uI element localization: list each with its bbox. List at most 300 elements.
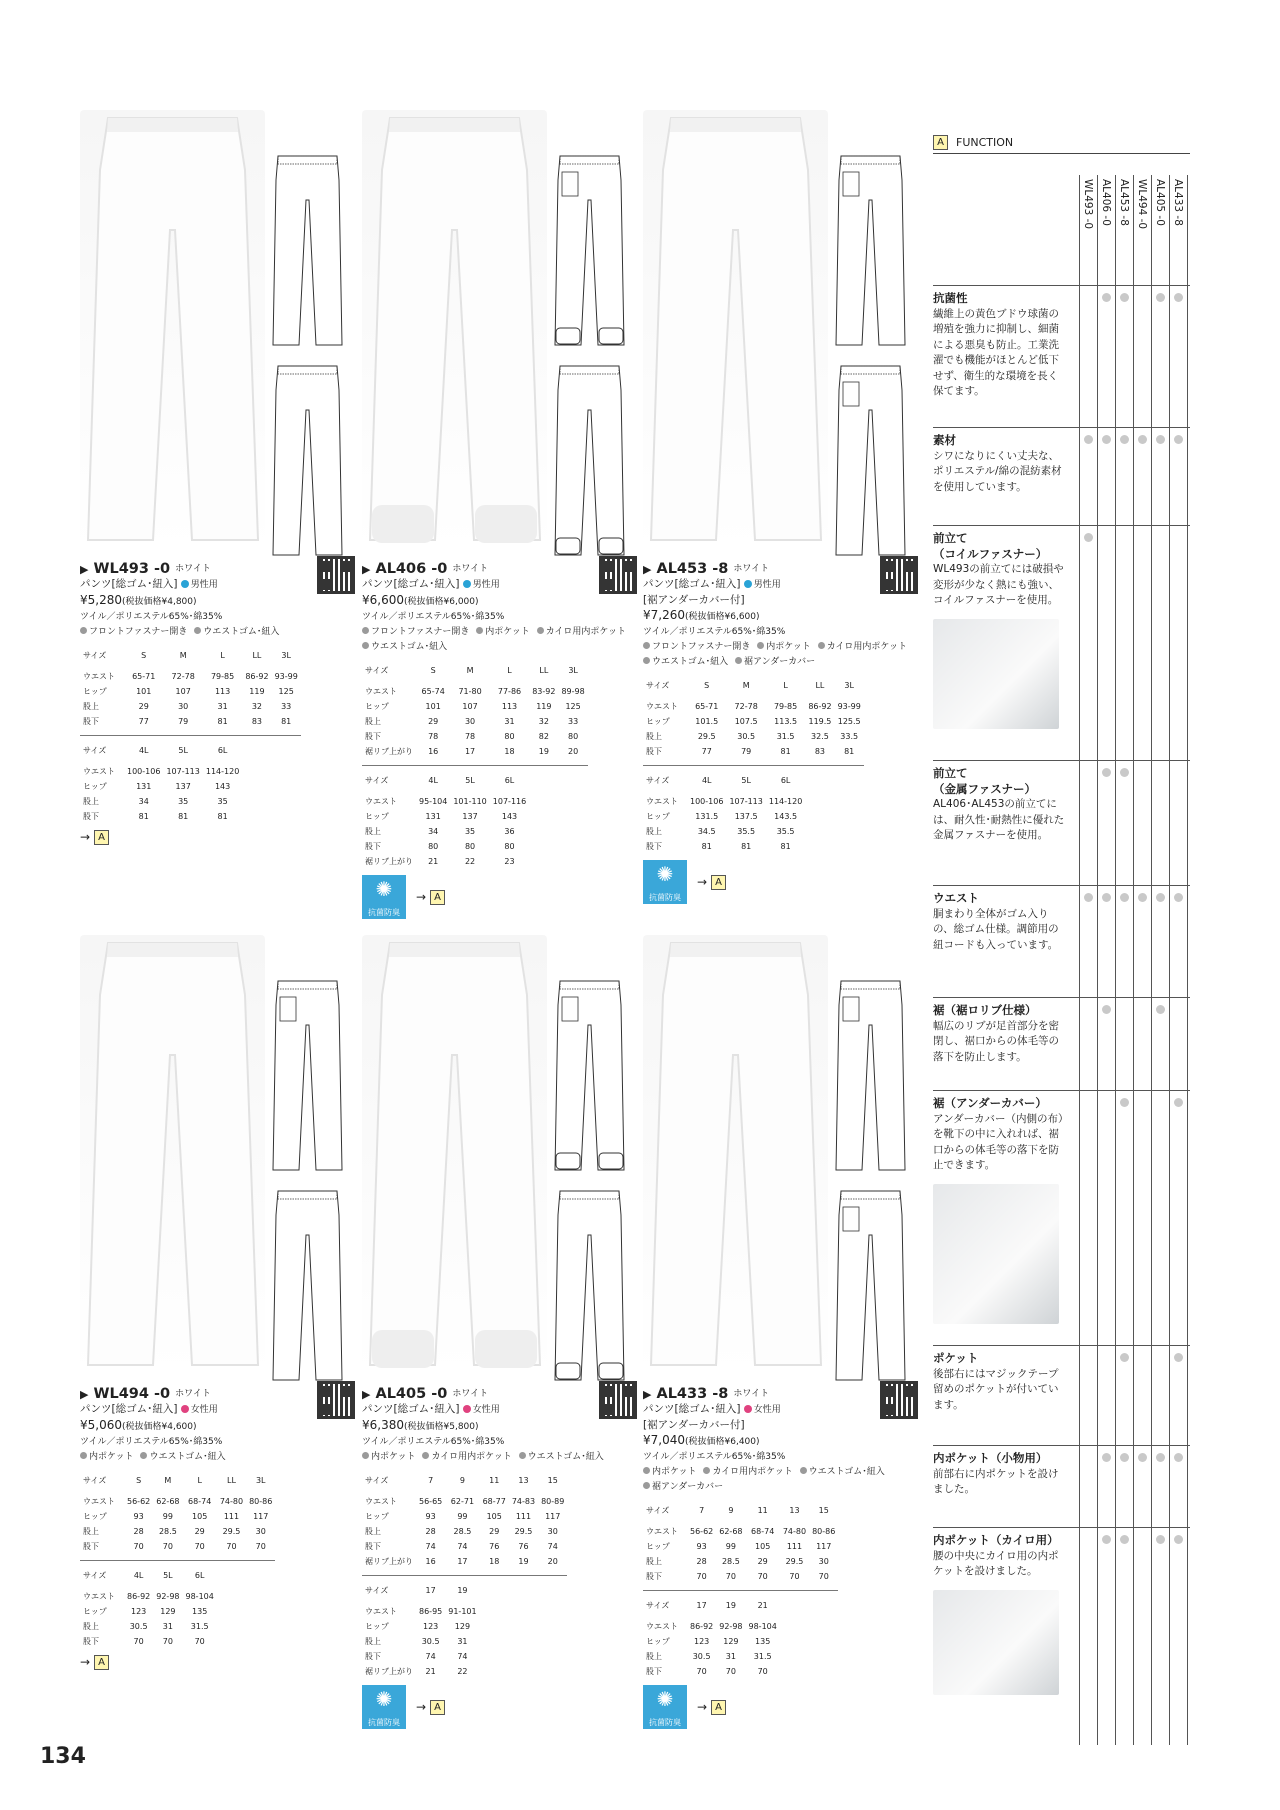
product-info	[643, 1387, 918, 1729]
applies-dot-icon	[1138, 1453, 1147, 1462]
feature-item: フロントファスナー開き	[371, 627, 470, 637]
size-header: S	[141, 651, 147, 660]
size-cell: 81	[741, 842, 752, 851]
product-3	[80, 935, 355, 1745]
size-cell: 31	[162, 1622, 173, 1631]
feature-dot-icon	[362, 1452, 369, 1459]
table-row	[80, 1494, 275, 1509]
product-photo	[362, 110, 547, 550]
size-cell: 28.5	[453, 1527, 472, 1536]
size-table	[643, 678, 864, 854]
size-cell: 股上	[365, 1637, 381, 1646]
size-cell: 101.5	[695, 717, 719, 726]
size-cell: 28.5	[721, 1557, 740, 1566]
size-cell: 93	[133, 1512, 144, 1521]
table-row	[362, 684, 588, 699]
pants-photo-svg	[362, 935, 547, 1375]
size-cell: 62-68	[156, 1497, 180, 1506]
page-number: 134	[40, 1744, 86, 1769]
size-cell: ウエスト	[365, 797, 397, 806]
size-header: 3L	[568, 666, 578, 675]
qr-code[interactable]	[317, 556, 355, 594]
size-cell: 35	[178, 797, 189, 806]
size-cell: 股上	[646, 1652, 662, 1661]
table-row	[362, 744, 588, 759]
function-code: WL494 -0	[1136, 179, 1148, 230]
grid-line	[1187, 175, 1188, 1745]
product-type: パンツ[総ゴム･紐入]	[80, 1403, 178, 1415]
size-cell: 29	[138, 702, 149, 711]
size-cell: 81	[138, 812, 149, 821]
applies-dot-icon	[1174, 1453, 1183, 1462]
table-row	[643, 1539, 838, 1554]
grid-line	[1151, 175, 1152, 1745]
table-row	[80, 714, 301, 729]
product-gender: 男性用	[753, 580, 781, 590]
size-cell: ウエスト	[365, 687, 397, 696]
feature-list	[362, 1450, 637, 1465]
size-header: 5L	[741, 776, 751, 785]
pants-photo-svg	[362, 110, 547, 550]
size-cell: 143	[214, 782, 231, 791]
gender-dot-icon	[463, 1405, 471, 1413]
function-label-box: A	[933, 135, 948, 150]
feature-item: ウエストゴム･紐入	[371, 642, 448, 652]
size-cell: 107	[175, 687, 191, 696]
table-row	[362, 824, 588, 839]
size-cell: 101-110	[453, 797, 487, 806]
size-cell: 70	[696, 1667, 707, 1676]
size-cell: 101	[425, 702, 441, 711]
size-cell: 78	[428, 732, 439, 741]
function-link-box[interactable]: A	[711, 1700, 726, 1715]
size-cell: 29	[757, 1557, 768, 1566]
applies-dot-icon	[1156, 435, 1165, 444]
antibacterial-badge-icon: ✺ 抗菌防臭	[362, 1685, 406, 1729]
size-cell: 70	[725, 1572, 736, 1581]
front-drawing	[552, 975, 627, 1175]
product-price: ¥5,280	[80, 593, 122, 607]
product-code: WL494 -0	[93, 1386, 171, 1402]
product-color: ホワイト	[452, 564, 489, 574]
size-header: 5L	[178, 746, 188, 755]
product-type: パンツ[総ゴム･紐入]	[643, 1403, 741, 1415]
size-cell: 81	[701, 842, 712, 851]
applies-dot-icon	[1084, 435, 1093, 444]
size-cell: 股上	[83, 1622, 99, 1631]
size-cell: ヒップ	[83, 782, 107, 791]
table-row	[643, 839, 864, 854]
size-cell: 74	[425, 1542, 436, 1551]
table-row	[643, 729, 864, 744]
product-gender: 男性用	[472, 580, 500, 590]
size-cell: 107-113	[729, 797, 763, 806]
product-price: ¥6,380	[362, 1418, 404, 1432]
applies-dot-icon	[1120, 893, 1129, 902]
table-row	[362, 1604, 567, 1619]
size-header: 17	[696, 1601, 707, 1610]
function-title: 裾（アンダーカバー）	[933, 1096, 1047, 1110]
size-cell: ウエスト	[83, 767, 115, 776]
size-cell: 30.5	[129, 1622, 148, 1631]
feature-item: カイロ用内ポケット	[431, 1452, 512, 1462]
size-cell: 31	[725, 1652, 736, 1661]
product-4	[362, 935, 637, 1745]
table-row	[362, 1554, 567, 1569]
product-code: AL406 -0	[375, 561, 448, 577]
size-cell: 股上	[365, 827, 381, 836]
size-cell: ヒップ	[365, 1622, 389, 1631]
size-header: 5L	[465, 776, 475, 785]
size-cell: 65-71	[132, 672, 156, 681]
feature-item: ウエストゴム･紐入	[527, 1452, 604, 1462]
size-cell: 30	[464, 717, 476, 726]
product-fabric: ツイル／ポリエステル65%･綿35%	[80, 612, 223, 622]
size-cell: 19	[518, 1557, 529, 1566]
size-cell: 56-62	[690, 1527, 714, 1536]
function-table	[933, 135, 1190, 1577]
size-label: サイズ	[365, 666, 389, 675]
triangle-icon: ▶	[362, 1388, 371, 1401]
size-header: 9	[459, 1476, 465, 1485]
product-price-tax: (税抜価格¥6,400)	[685, 1437, 760, 1447]
function-title: ポケット	[933, 1351, 979, 1365]
product-color: ホワイト	[175, 564, 211, 574]
size-label: サイズ	[365, 776, 389, 785]
feature-item: 裾アンダーカバー	[652, 1482, 724, 1492]
size-cell: ウエスト	[646, 1527, 678, 1536]
size-header: 4L	[133, 1571, 144, 1580]
size-cell: 107-116	[492, 797, 527, 806]
applies-dot-icon	[1102, 435, 1111, 444]
arrow-right-icon: →	[80, 1655, 91, 1669]
size-cell: 83	[251, 717, 263, 726]
feature-item: フロントファスナー開き	[89, 627, 188, 637]
size-cell: ウエスト	[83, 1592, 115, 1601]
table-row	[362, 729, 588, 744]
product-color: ホワイト	[452, 1389, 489, 1399]
table-row	[362, 1509, 567, 1524]
size-header: 17	[425, 1586, 436, 1595]
applies-dot-icon	[1174, 1098, 1183, 1107]
size-cell: 70	[255, 1542, 266, 1551]
size-cell: 股下	[646, 747, 662, 756]
size-cell: 18	[504, 747, 515, 756]
applies-dot-icon	[1174, 1535, 1183, 1544]
applies-dot-icon	[1174, 293, 1183, 302]
applies-dot-icon	[1138, 435, 1147, 444]
size-header: S	[430, 666, 436, 675]
size-cell: ヒップ	[365, 812, 389, 821]
table-row	[362, 1619, 567, 1634]
size-cell: 107.5	[734, 717, 758, 726]
product-code: AL453 -8	[656, 561, 729, 577]
antibacterial-badge-icon: ✺ 抗菌防臭	[362, 875, 406, 919]
size-cell: 76	[489, 1542, 500, 1551]
feature-item: 内ポケット	[652, 1467, 697, 1477]
size-cell: 93-99	[274, 672, 298, 681]
size-cell: 70	[194, 1542, 205, 1551]
function-link-box[interactable]: A	[711, 875, 726, 890]
size-cell: 17	[464, 747, 476, 756]
size-cell: 33	[568, 717, 579, 726]
size-cell: 股下	[646, 1572, 662, 1581]
triangle-icon: ▶	[80, 563, 89, 576]
size-header: 3L	[255, 1476, 266, 1485]
product-0	[80, 110, 355, 920]
product-price: ¥5,060	[80, 1418, 122, 1432]
size-cell: 股上	[646, 1557, 662, 1566]
size-header: M	[742, 681, 750, 690]
size-table	[362, 1473, 567, 1679]
size-cell: 股下	[365, 732, 381, 741]
size-cell: 34.5	[697, 827, 716, 836]
size-cell: 29.5	[697, 732, 716, 741]
size-cell: 107	[462, 702, 478, 711]
size-cell: 35	[217, 797, 228, 806]
size-cell: ヒップ	[646, 812, 670, 821]
size-cell: 105	[192, 1512, 208, 1521]
feature-dot-icon	[422, 1452, 429, 1459]
size-cell: 34	[138, 797, 149, 806]
size-cell: 86-92	[690, 1622, 714, 1631]
size-cell: 31	[504, 717, 515, 726]
size-table	[643, 1503, 838, 1679]
back-drawing	[552, 360, 627, 560]
size-cell: 31	[217, 702, 228, 711]
size-cell: 31.5	[753, 1652, 772, 1661]
product-color: ホワイト	[175, 1389, 211, 1399]
size-cell: 股下	[646, 1667, 662, 1676]
function-title: 裾（裾ロリブ仕様）	[933, 1003, 1037, 1017]
size-cell: 32	[538, 717, 549, 726]
size-label: サイズ	[646, 1506, 670, 1515]
size-cell: 131.5	[695, 812, 719, 821]
table-row	[362, 699, 588, 714]
size-cell: 股下	[365, 842, 381, 851]
feature-dot-icon	[643, 642, 650, 649]
size-cell: ヒップ	[365, 702, 389, 711]
product-price-tax: (税抜価格¥4,600)	[122, 1422, 197, 1432]
pants-photo-svg	[80, 110, 265, 550]
size-cell: 111	[786, 1542, 803, 1551]
function-desc: 胴まわり全体がゴム入りの、総ゴム仕様。調節用の紐コードも入っています。	[933, 907, 1059, 951]
back-drawing	[552, 1185, 627, 1385]
size-cell: 95-104	[419, 797, 448, 806]
size-cell: 35.5	[776, 827, 795, 836]
applies-dot-icon	[1156, 293, 1165, 302]
size-cell: 131	[425, 812, 441, 821]
back-drawing	[833, 1185, 908, 1385]
function-code: AL453 -8	[1118, 179, 1130, 226]
size-cell: 68-77	[482, 1497, 506, 1506]
table-row	[80, 1539, 275, 1554]
size-cell: 股上	[646, 732, 662, 741]
feature-dot-icon	[80, 627, 87, 634]
size-cell: 16	[425, 1557, 436, 1566]
triangle-icon: ▶	[643, 1388, 652, 1401]
feature-dot-icon	[362, 627, 369, 634]
size-cell: 100-106	[690, 797, 724, 806]
size-header: LL	[252, 651, 262, 660]
feature-list	[643, 1465, 918, 1495]
applies-dot-icon	[1084, 533, 1093, 542]
product-5	[643, 935, 918, 1745]
size-cell: 65-74	[421, 687, 445, 696]
qr-code[interactable]	[599, 556, 637, 594]
size-cell: ヒップ	[83, 1607, 107, 1616]
size-cell: 143	[501, 812, 518, 821]
feature-list	[80, 625, 355, 640]
size-cell: 70	[226, 1542, 237, 1551]
size-cell: 77-86	[497, 687, 522, 696]
size-cell: 29	[194, 1527, 205, 1536]
size-cell: 78	[464, 732, 476, 741]
size-cell: 81	[217, 812, 228, 821]
table-row	[80, 1509, 275, 1524]
size-cell: 123	[130, 1607, 147, 1616]
product-type: パンツ[総ゴム･紐入]	[362, 1403, 460, 1415]
size-cell: 29.5	[785, 1557, 804, 1566]
size-cell: 22	[457, 1667, 468, 1676]
arrow-right-icon: →	[416, 1699, 427, 1714]
size-cell: 股下	[83, 1542, 99, 1551]
qr-code[interactable]	[880, 556, 918, 594]
qr-code[interactable]	[317, 1381, 355, 1419]
function-link-box[interactable]: A	[94, 1655, 109, 1670]
size-header: 7	[428, 1476, 434, 1485]
size-cell: 32	[251, 702, 263, 711]
size-header: 9	[728, 1506, 734, 1515]
qr-code[interactable]	[599, 1381, 637, 1419]
size-label: サイズ	[365, 1586, 389, 1595]
function-desc: 後部右にはマジックテープ留めのポケットが付いています。	[933, 1367, 1059, 1411]
size-cell: 股下	[83, 717, 99, 726]
size-cell: ヒップ	[83, 1512, 107, 1521]
table-row	[362, 1634, 567, 1649]
size-cell: 91-101	[448, 1607, 477, 1616]
triangle-icon: ▶	[80, 1388, 89, 1401]
table-row	[362, 794, 588, 809]
grid-line	[1169, 175, 1170, 1745]
size-cell: 79	[178, 717, 189, 726]
grid-line	[1133, 175, 1134, 1745]
size-cell: 119	[249, 687, 265, 696]
size-cell: 62-68	[719, 1527, 743, 1536]
feature-dot-icon	[643, 1467, 650, 1474]
feature-list	[643, 640, 918, 670]
size-cell: 32.5	[811, 732, 829, 741]
back-drawing	[270, 360, 345, 560]
size-header: S	[136, 1476, 142, 1485]
size-cell: 101	[136, 687, 152, 696]
size-header: 13	[789, 1506, 800, 1515]
feature-dot-icon	[757, 642, 764, 649]
function-title: ウエスト	[933, 891, 979, 905]
product-info	[362, 1387, 637, 1729]
function-link-box[interactable]: A	[430, 890, 445, 905]
applies-dot-icon	[1102, 1005, 1111, 1014]
function-title: 前立て （コイルファスナー）	[933, 531, 1048, 561]
size-cell: 80-86	[249, 1497, 273, 1506]
product-code: WL493 -0	[93, 561, 171, 577]
size-cell: ウエスト	[365, 1607, 397, 1616]
product-fabric: ツイル／ポリエステル65%･綿35%	[80, 1437, 223, 1447]
function-link-box[interactable]: A	[94, 830, 109, 845]
table-row	[362, 1524, 567, 1539]
grid-line	[1097, 175, 1098, 1745]
size-cell: 70	[696, 1572, 707, 1581]
size-cell: 70	[725, 1667, 736, 1676]
size-cell: 30	[255, 1527, 266, 1536]
function-desc: 幅広のリブが足首部分を密閉し、裾口からの体毛等の落下を防止します。	[933, 1019, 1059, 1063]
applies-dot-icon	[1102, 293, 1111, 302]
size-cell: 74-80	[219, 1497, 244, 1506]
feature-list	[362, 625, 637, 655]
size-cell: ウエスト	[646, 702, 678, 711]
size-header: 13	[518, 1476, 529, 1485]
product-color: ホワイト	[733, 564, 770, 574]
size-cell: 29	[428, 717, 439, 726]
product-type: パンツ[総ゴム･紐入]	[362, 578, 460, 590]
function-title: 内ポケット（小物用）	[933, 1451, 1048, 1465]
size-cell: 70	[162, 1542, 173, 1551]
function-desc: 前部右に内ポケットを設けました。	[933, 1467, 1059, 1495]
size-cell: 股上	[83, 702, 99, 711]
applies-dot-icon	[1138, 893, 1147, 902]
applies-dot-icon	[1102, 893, 1111, 902]
table-row	[643, 699, 864, 714]
feature-dot-icon	[519, 1452, 526, 1459]
product-photo	[80, 110, 265, 550]
size-header: 6L	[504, 776, 515, 785]
feature-item: 裾アンダーカバー	[744, 657, 816, 667]
feature-dot-icon	[735, 657, 742, 664]
arrow-right-icon: →	[416, 889, 427, 904]
product-type: パンツ[総ゴム･紐入]	[80, 578, 178, 590]
function-desc: 繊維上の黄色ブドウ球菌の増殖を強力に抑制し、細菌による悪臭も防止。工業洗濯でも機能がほとんど低下せず、衛生的な環境を長く保てます。	[933, 307, 1059, 397]
size-cell: 81	[844, 747, 855, 756]
size-cell: 99	[162, 1512, 173, 1521]
size-cell: 30.5	[421, 1637, 440, 1646]
grid-line	[1115, 175, 1116, 1745]
applies-dot-icon	[1120, 293, 1129, 302]
feature-dot-icon	[194, 627, 201, 634]
product-price-tax: (税抜価格¥4,800)	[122, 597, 197, 607]
size-header: 11	[489, 1476, 500, 1485]
size-header: 19	[725, 1601, 736, 1610]
product-type: パンツ[総ゴム･紐入]	[643, 578, 741, 590]
size-cell: 29.5	[514, 1527, 533, 1536]
size-cell: 74	[425, 1652, 436, 1661]
front-drawing	[833, 975, 908, 1175]
product-gender: 男性用	[190, 580, 218, 590]
size-cell: 93	[696, 1542, 707, 1551]
size-header: 3L	[281, 651, 291, 660]
size-cell: 123	[693, 1637, 710, 1646]
size-cell: ウエスト	[646, 797, 678, 806]
size-cell: 113	[501, 702, 518, 711]
size-cell: 70	[757, 1572, 768, 1581]
size-cell: 70	[194, 1637, 205, 1646]
size-cell: 98-104	[748, 1622, 777, 1631]
qr-code[interactable]	[880, 1381, 918, 1419]
size-cell: 74	[547, 1542, 558, 1551]
table-row	[362, 1494, 567, 1509]
function-link-box[interactable]: A	[430, 1700, 445, 1715]
size-cell: 33	[281, 702, 292, 711]
product-info	[80, 1387, 355, 1670]
